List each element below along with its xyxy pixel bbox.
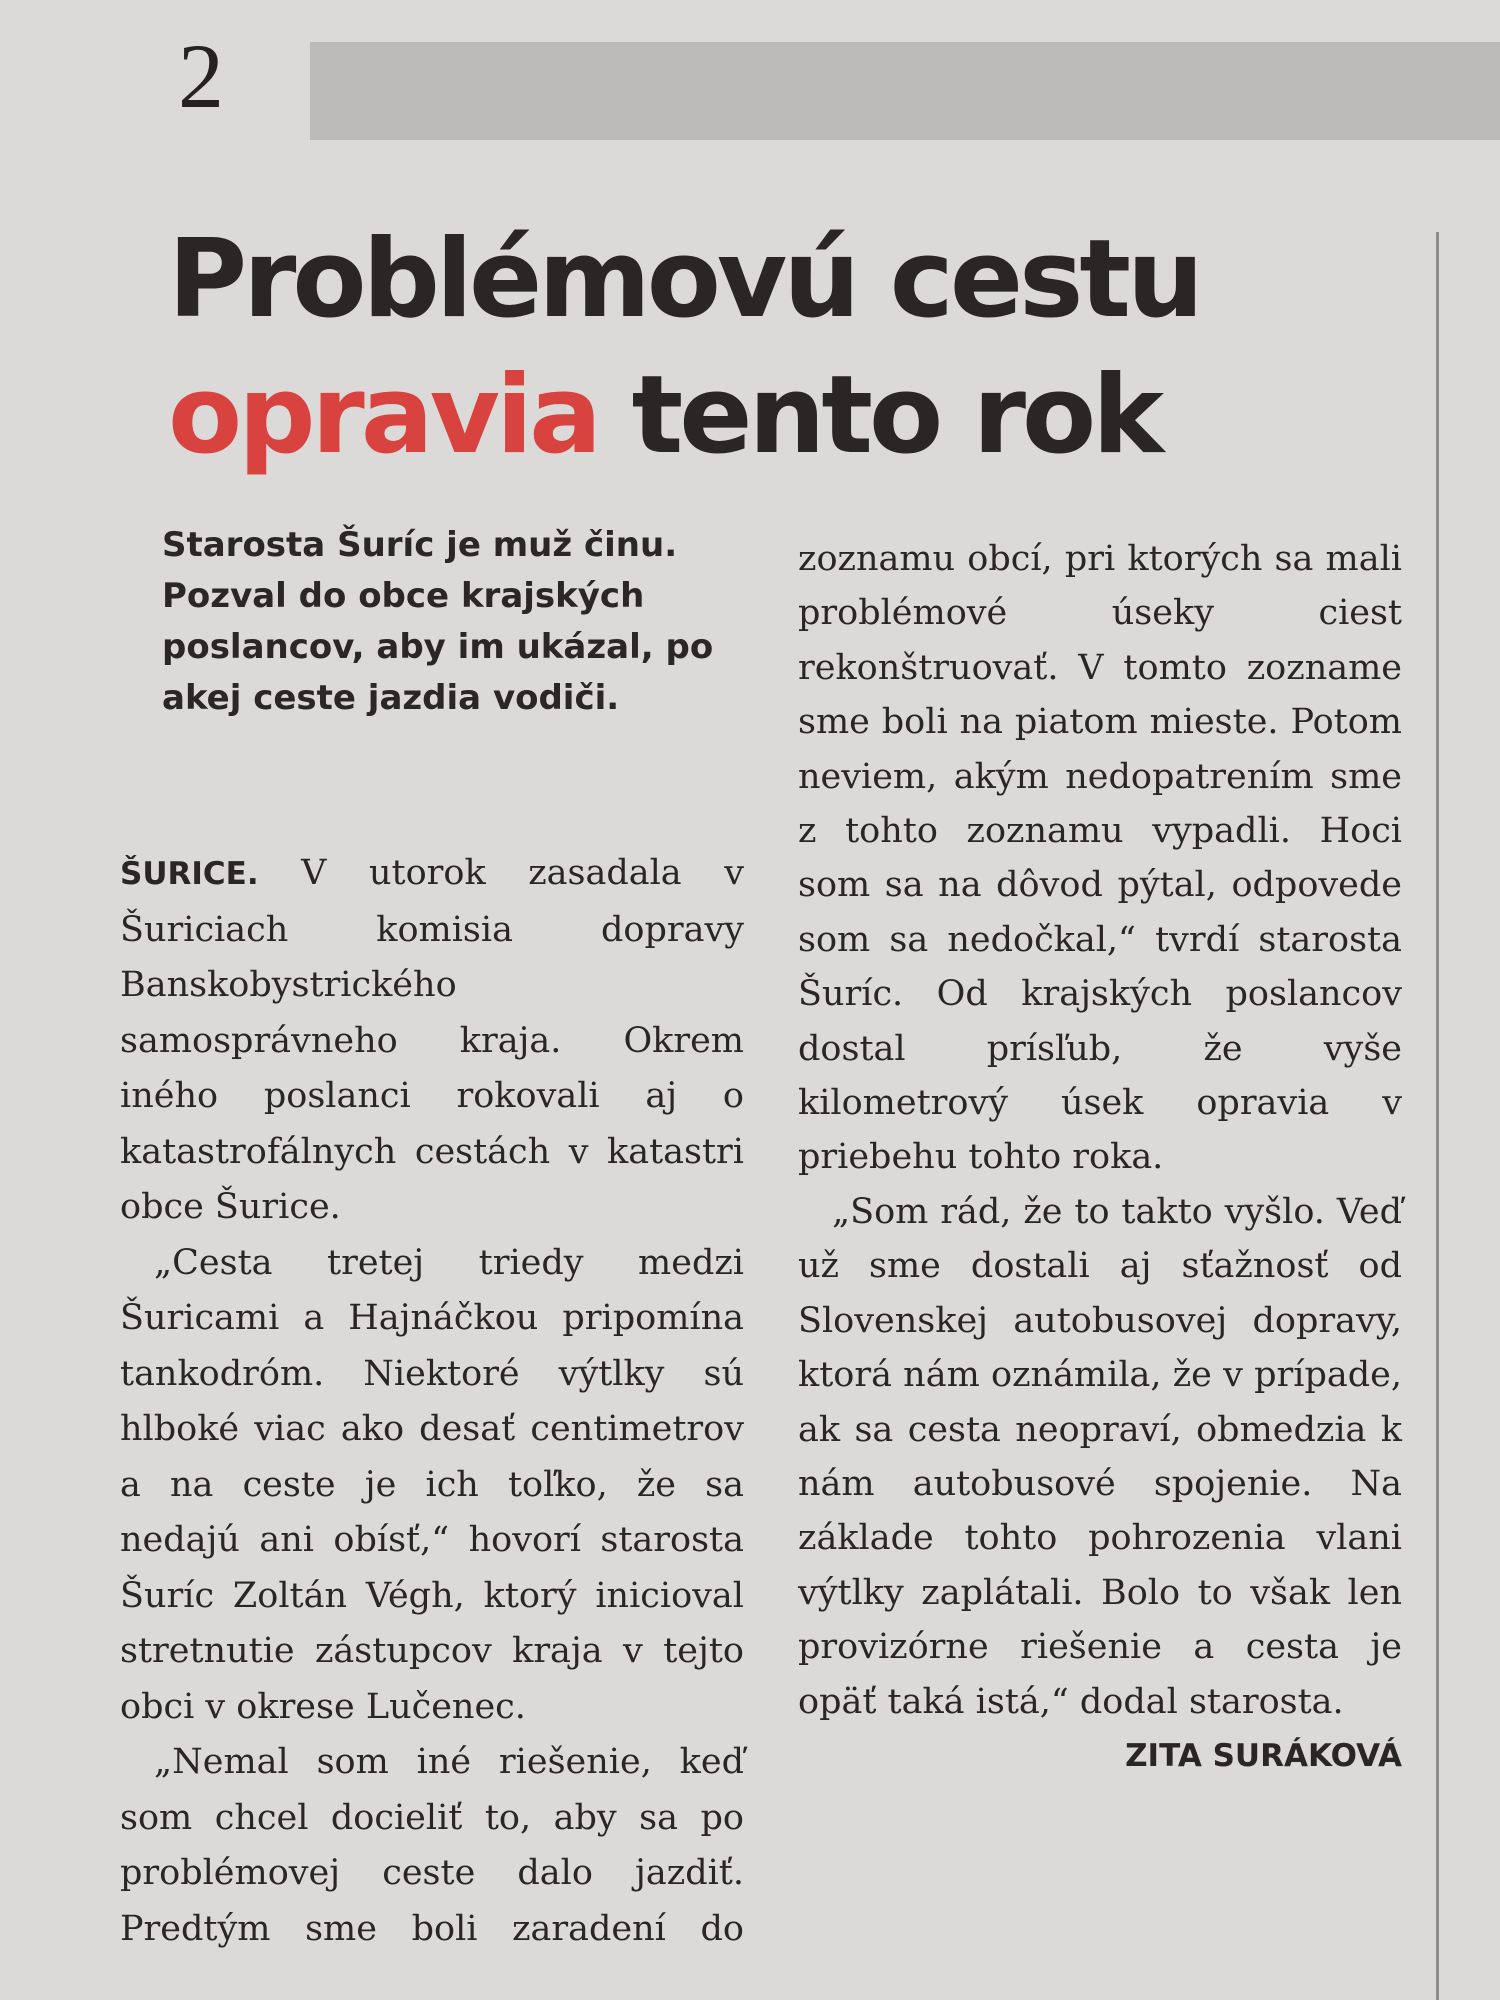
byline: ZITA SURÁKOVÁ (1125, 1737, 1402, 1774)
article-paragraph-4 (798, 1185, 1402, 1774)
headline-rest: tento rok (631, 353, 1161, 478)
article-paragraph-3-continued: zoznamu obcí, pri ktorých sa mali problémové úseky ciest rekonštruovať. V tomto zozname sme boli na piatom mieste. Potom neviem, akým nedopatrením sme z tohto zoznamu vypadli. Hoci som sa na dôvod pýtal, odpovede som sa nedočkal,“ tvrdí starosta Šuríc. Od krajských poslancov dostal prísľub, že vyše kilometrový úsek opravia v priebehu tohto roka. (798, 539, 1402, 1178)
paragraph-1-text: V utorok zasadala v Šuriciach komisia dopravy Banskobystrického samosprávneho kraja. Okrem iného poslanci rokovali aj o katastrofálnych cestách v katastri obce Šurice. (120, 853, 744, 1227)
article-paragraph-3: „Nemal som iné riešenie, keď som chcel docieliť to, aby sa po problémovej ceste dalo jazdiť. Predtým sme boli zaradení do (120, 1742, 744, 1949)
headline-accent: opravia (168, 353, 598, 478)
headline-line-1: Problémovú cestu (168, 217, 1200, 342)
headline (168, 212, 1408, 484)
article-paragraph-2: „Cesta tretej triedy medzi Šuricami a Hajnáčkou pripomína tankodróm. Niektoré výtlky sú hlboké viac ako desať centimetrov a na ceste je ich toľko, že sa nedajú ani obísť,“ hovorí starosta Šuríc Zoltán Végh, ktorý inicioval stretnutie zástupcov kraja v tejto obci v okrese Lučenec. (120, 1242, 744, 1727)
article-column-left (120, 846, 744, 1957)
article-paragraph-1 (120, 846, 744, 1236)
header-bar (310, 42, 1500, 140)
page-number: 2 (178, 25, 224, 127)
paragraph-4-text: „Som rád, že to takto vyšlo. Veď už sme dostali aj sťažnosť od Slovenskej autobusovej dopravy, ktorá nám oznámila, že v prípade, ak sa cesta neopraví, obmedzia k nám autobusové spojenie. Na základe tohto pohrozenia vlani výtlky zaplátali. Bolo to však len provizórne riešenie a cesta je opäť taká istá,“ dodal starosta. (798, 1191, 1402, 1722)
column-rule (1436, 232, 1439, 2000)
article-column-right (798, 532, 1402, 1783)
dateline: ŠURICE. (120, 856, 259, 892)
lead-paragraph: Starosta Šuríc je muž činu. Pozval do obce krajských poslancov, aby im ukázal, po akej ceste jazdia vodiči. (162, 525, 714, 718)
